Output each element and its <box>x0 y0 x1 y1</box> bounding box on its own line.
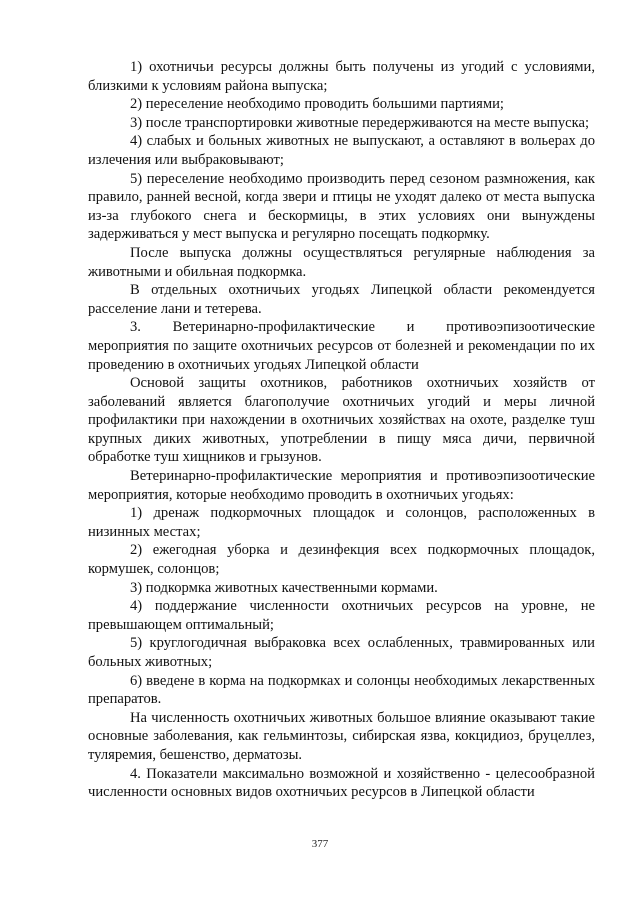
measure-item-6: 6) введене в корма на подкормках и солонцы необходимых лекарственных препаратов. <box>88 672 595 708</box>
list-item-3: 3) после транспортировки животные передерживаются на месте выпуска; <box>130 114 590 131</box>
section-heading-3: 3. Ветеринарно-профилактические и противоэпизоотические мероприятия по защите охотничьих ресурсов от болезней и рекомендации по их проведению в охотничьих угодьях Липецкой области <box>88 319 595 373</box>
measure-item-3: 3) подкормка животных качественными кормами. <box>130 579 438 596</box>
measure-item-1: 1) дренаж подкормочных площадок и солонцов, расположенных в низинных местах; <box>88 505 595 540</box>
paragraph-recommendation: В отдельных охотничьих угодьях Липецкой области рекомендуется расселение лани и тетерева. <box>88 282 595 317</box>
paragraph-after-release: После выпуска должны осуществляться регулярные наблюдения за животными и обильная подкормка. <box>88 244 595 280</box>
measure-item-2: 2) ежегодная уборка и дезинфекция всех подкормочных площадок, кормушек, солонцов; <box>88 542 595 578</box>
page-number: 377 <box>311 838 329 850</box>
paragraph-diseases: На численность охотничьих животных большое влияние оказывают такие основные заболевания, как гельминтозы, сибирская язва, кокцидиоз, бруцеллез, туляремия, бешенство, дерматозы. <box>88 709 595 763</box>
paragraph-protection-basis: Основой защиты охотников, работников охотничьих хозяйств от заболеваний является благополучие охотничьих угодий и меры личной профилактики при нахождении в охотничьих хозяйствах на охоте, разделке туш крупных диких животных, употреблении в пищу мяса дичи, первичной обработке туш хищников и грызунов. <box>88 375 595 466</box>
list-item-4: 4) слабых и больных животных не выпускают, а оставляют в вольерах до излечения или выбраковывают; <box>88 133 595 168</box>
section-heading-4: 4. Показатели максимально возможной и хозяйственно - целесообразной численности основных видов охотничьих ресурсов в Липецкой области <box>88 765 595 801</box>
paragraph-measures-intro: Ветеринарно-профилактические мероприятия и противоэпизоотические мероприятия, которые необходимо проводить в охотничьих угодьях: <box>88 468 595 503</box>
document-body <box>88 58 595 802</box>
measure-item-5: 5) круглогодичная выбраковка всех ослабленных, травмированных или больных животных; <box>88 635 595 670</box>
list-item-2: 2) переселение необходимо проводить большими партиями; <box>130 96 504 113</box>
measure-item-4: 4) поддержание численности охотничьих ресурсов на уровне, не превышающем оптимальный; <box>88 598 595 633</box>
list-item-1: 1) охотничьи ресурсы должны быть получены из угодий с условиями, близкими к условиям района выпуска; <box>88 59 595 94</box>
list-item-5: 5) переселение необходимо производить перед сезоном размножения, как правило, ранней весной, когда звери и птицы не уходят далеко от места выпуска из-за глубокого снега и бескормицы, в этих условиях они вынуждены задерживаться у мест выпуска и регулярно посещать подкормку. <box>88 170 595 243</box>
